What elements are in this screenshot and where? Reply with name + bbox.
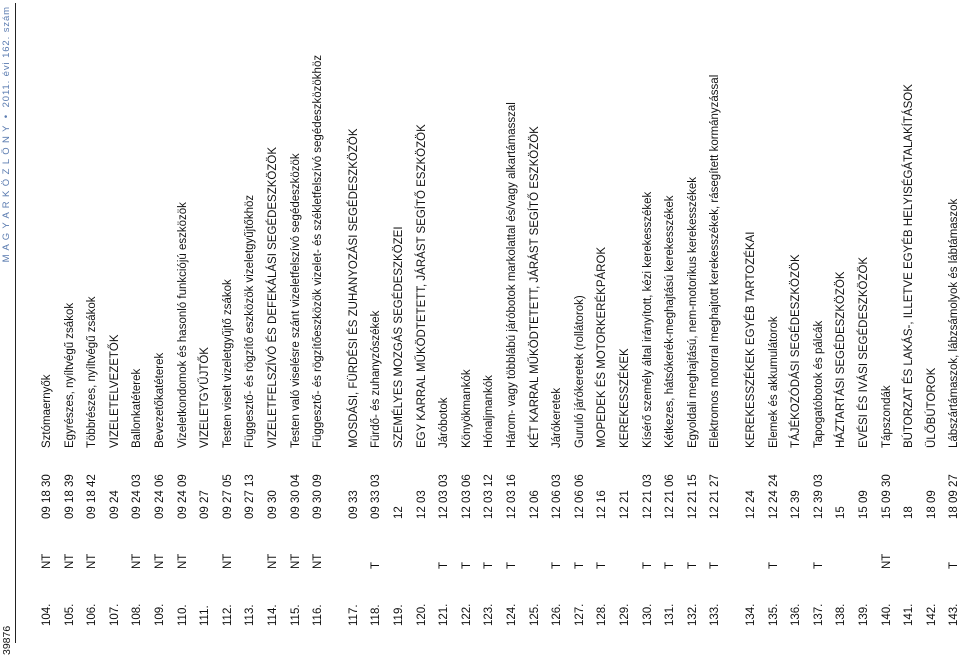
row-code: 12 03 06: [460, 474, 473, 519]
row-description: EVÉSI ÉS IVÁSI SEGÉDESZKÖZÖK: [858, 256, 870, 448]
row-number: 120.: [415, 603, 428, 626]
row-flag: T: [686, 561, 699, 569]
row-description: Elektromos motorral meghajtott kerekesszékek, rásegített kormányzással: [709, 74, 722, 448]
row-description: Egyrészes, nyíltvégű zsákok: [63, 302, 76, 448]
row-code: 09 33 03: [370, 474, 383, 519]
row-number: 126.: [551, 603, 564, 626]
row-description: KÉT KARRAL MŰKÖDTETETT, JÁRÁST SEGÍTŐ ESZKÖZÖK: [528, 126, 541, 448]
row-flag: NT: [154, 553, 166, 569]
row-number: 105.: [63, 603, 76, 626]
row-description: KEREKESSZÉKEK: [619, 348, 631, 448]
row-code: 09 24 03: [131, 474, 144, 519]
row-flag: T: [664, 561, 677, 569]
row-code: 12 21 03: [641, 474, 654, 519]
row-code: 12 06 03: [551, 474, 564, 519]
row-number: 117.: [347, 604, 360, 626]
row-description: Testen viselt vizeletgyűjtő zsákok: [221, 279, 234, 448]
row-description: HÁZTARTÁSI SEGÉDESZKÖZÖK: [835, 271, 848, 448]
page-number: 39876: [1, 625, 13, 655]
row-description: VIZELETELVEZETŐK: [108, 334, 121, 448]
row-number: 142.: [925, 603, 938, 626]
row-flag: NT: [131, 553, 144, 569]
row-number: 137.: [812, 603, 825, 626]
row-code: 09 27: [199, 490, 212, 519]
row-description: Tapogatóbotok és pálcák: [812, 320, 825, 448]
row-code: 09 18 42: [86, 474, 99, 519]
row-description: SZEMÉLYES MOZGÁS SEGÉDESZKÖZEI: [393, 226, 405, 448]
row-number: 139.: [858, 603, 870, 626]
row-code: 12 21 15: [686, 474, 699, 519]
row-code: 12 03 03: [438, 474, 451, 519]
row-number: 127.: [573, 603, 586, 626]
row-code: 09 18 30: [41, 474, 53, 519]
row-flag: NT: [312, 553, 325, 569]
row-number: 114.: [267, 604, 279, 626]
row-code: 12: [393, 506, 405, 519]
row-flag: T: [370, 561, 383, 569]
row-code: 09 30: [267, 490, 279, 519]
row-description: TÁJÉKOZÓDÁSI SEGÉDESZKÖZÖK: [790, 254, 803, 448]
row-number: 136.: [790, 603, 803, 626]
row-flag: T: [767, 561, 780, 569]
row-code: 09 27 05: [221, 474, 234, 519]
row-description: Testen való viselésre szánt vizeletfelszívó segédeszközök: [289, 153, 302, 448]
row-number: 135.: [767, 603, 780, 626]
row-flag: T: [506, 561, 518, 569]
row-description: Vizeletkondomok és hasonló funkciójú eszközök: [176, 202, 189, 448]
header-bullet: •: [1, 113, 12, 119]
row-flag: T: [573, 561, 586, 569]
row-description: BÚTORZAT ÉS LAKÁS-, ILLETVE EGYÉB HELYISÉGÁTALAKÍTÁSOK: [903, 84, 916, 448]
row-description: Három- vagy többlábú járóbotok markolattal és/vagy alkartámasszal: [506, 102, 518, 448]
row-number: 141.: [903, 603, 916, 626]
row-description: ÜLŐBÚTOROK: [925, 367, 938, 448]
row-description: Tápszondák: [880, 385, 893, 448]
row-code: 12 21 06: [664, 474, 677, 519]
row-code: 12 03: [415, 490, 428, 519]
row-description: Egyoldali meghajtású, nem-motorikus kerekesszékek: [686, 176, 699, 448]
row-flag: NT: [86, 553, 99, 569]
row-number: 109.: [154, 603, 166, 626]
row-flag: T: [460, 561, 473, 569]
row-code: 12 21 27: [709, 474, 722, 519]
row-number: 133.: [709, 603, 722, 626]
row-description: Bevezetőkatéterek: [154, 352, 166, 448]
row-description: MOSDÁSI, FÜRDÉSI ÉS ZUHANYOZÁSI SEGÉDESZKÖZÖK: [347, 128, 360, 448]
row-description: Sztómaernyők: [41, 374, 53, 448]
row-number: 106.: [86, 603, 99, 626]
row-number: 116.: [312, 604, 325, 626]
row-code: 09 30 09: [312, 474, 325, 519]
row-code: 09 30 04: [289, 474, 302, 519]
row-number: 128.: [596, 603, 609, 626]
row-description: Járókeretek: [551, 387, 564, 448]
row-number: 113.: [244, 604, 257, 626]
row-flag: NT: [41, 553, 53, 569]
row-code: 12 39: [790, 490, 803, 519]
journal-name: M A G Y A R K Ö Z L Ö N Y: [1, 124, 12, 263]
row-number: 131.: [664, 603, 677, 626]
row-description: EGY KARRAL MŰKÖDTETETT, JÁRÁST SEGÍTŐ ESZKÖZÖK: [415, 124, 428, 448]
row-number: 119.: [393, 604, 405, 626]
row-code: 12 39 03: [812, 474, 825, 519]
row-code: 09 18 39: [63, 474, 76, 519]
row-code: 09 24 09: [176, 474, 189, 519]
row-flag: T: [641, 561, 654, 569]
row-description: Függesztő- és rögzítőeszközök vizelet- és székletfelszívó segédeszközökhöz: [312, 54, 325, 448]
row-number: 110.: [176, 604, 189, 626]
row-flag: NT: [221, 553, 234, 569]
row-number: 143.: [948, 603, 960, 626]
row-number: 123.: [483, 603, 496, 626]
row-flag: T: [483, 561, 496, 569]
row-flag: NT: [176, 553, 189, 569]
row-number: 125.: [528, 603, 541, 626]
row-number: 132.: [686, 603, 699, 626]
row-description: VIZELETGYŰJTŐK: [199, 347, 212, 448]
row-description: KEREKESSZÉKEK EGYÉB TARTOZÉKAI: [745, 231, 757, 448]
row-code: 15 09: [858, 490, 870, 519]
row-code: 15: [835, 506, 848, 519]
row-number: 107.: [108, 603, 121, 626]
row-description: Lábszártámaszok, lábzsámolyok és lábtámaszok: [948, 198, 960, 448]
row-flag: T: [709, 561, 722, 569]
row-code: 12 06 06: [573, 474, 586, 519]
row-number: 112.: [221, 604, 234, 626]
row-flag: NT: [880, 553, 893, 569]
row-number: 108.: [131, 603, 144, 626]
row-code: 15 09 30: [880, 474, 893, 519]
row-description: Járóbotok: [438, 397, 451, 448]
row-description: Könyökmankók: [460, 369, 473, 448]
journal-issue: 2011. évi 162. szám: [1, 6, 12, 108]
row-number: 111.: [199, 605, 212, 626]
row-code: 09 27 13: [244, 474, 257, 519]
row-code: 12 24: [745, 490, 757, 519]
row-flag: T: [438, 561, 451, 569]
row-number: 130.: [641, 603, 654, 626]
row-code: 18 09 27: [948, 474, 960, 519]
row-code: 12 03 16: [506, 474, 518, 519]
row-number: 115.: [289, 604, 302, 626]
row-flag: T: [812, 561, 825, 569]
row-code: 12 16: [596, 490, 609, 519]
row-number: 140.: [880, 603, 893, 626]
row-flag: T: [948, 561, 960, 569]
row-code: 12 06: [528, 490, 541, 519]
row-number: 104.: [41, 603, 53, 626]
row-number: 122.: [460, 603, 473, 626]
row-number: 118.: [370, 604, 383, 626]
row-number: 129.: [619, 603, 631, 626]
row-number: 121.: [438, 603, 451, 626]
row-description: Hónaljmankók: [483, 375, 496, 448]
row-description: Kísérő személy által irányított, kézi kerekesszékek: [641, 191, 654, 448]
row-code: 09 24 06: [154, 474, 166, 519]
row-description: MOPEDEK ÉS MOTORKERÉKPÁROK: [596, 246, 609, 448]
row-number: 138.: [835, 603, 848, 626]
row-code: 12 24 24: [767, 474, 780, 519]
row-code: 12 21: [619, 490, 631, 519]
row-flag: T: [551, 561, 564, 569]
row-flag: NT: [267, 553, 279, 569]
row-number: 124.: [506, 603, 518, 626]
row-description: Elemek és akkumulátorok: [767, 316, 780, 448]
row-flag: T: [596, 561, 609, 569]
row-code: 09 33: [347, 490, 360, 519]
row-description: Ballonkatéterek: [131, 368, 144, 448]
row-code: 09 24: [108, 490, 121, 519]
row-description: Többrészes, nyíltvégű zsákok: [86, 296, 99, 448]
row-code: 12 03 12: [483, 474, 496, 519]
row-code: 18: [903, 506, 916, 519]
row-code: 18 09: [925, 490, 938, 519]
row-flag: NT: [63, 553, 76, 569]
row-description: Függesztő- és rögzítő eszközök vizeletgyűjtőkhöz: [244, 194, 257, 448]
row-description: Kétkezes, hátsókerék-meghajtású kerekesszékek: [664, 195, 677, 448]
row-number: 134.: [745, 603, 757, 626]
row-flag: NT: [289, 553, 302, 569]
row-description: Guruló járókeretek (rollátorok): [573, 295, 586, 448]
row-description: VIZELETFELSZÍVÓ ÉS DEFEKÁLÁSI SEGÉDESZKÖZÖK: [267, 147, 279, 448]
row-description: Fürdő- és zuhanyzószékek: [370, 310, 383, 448]
